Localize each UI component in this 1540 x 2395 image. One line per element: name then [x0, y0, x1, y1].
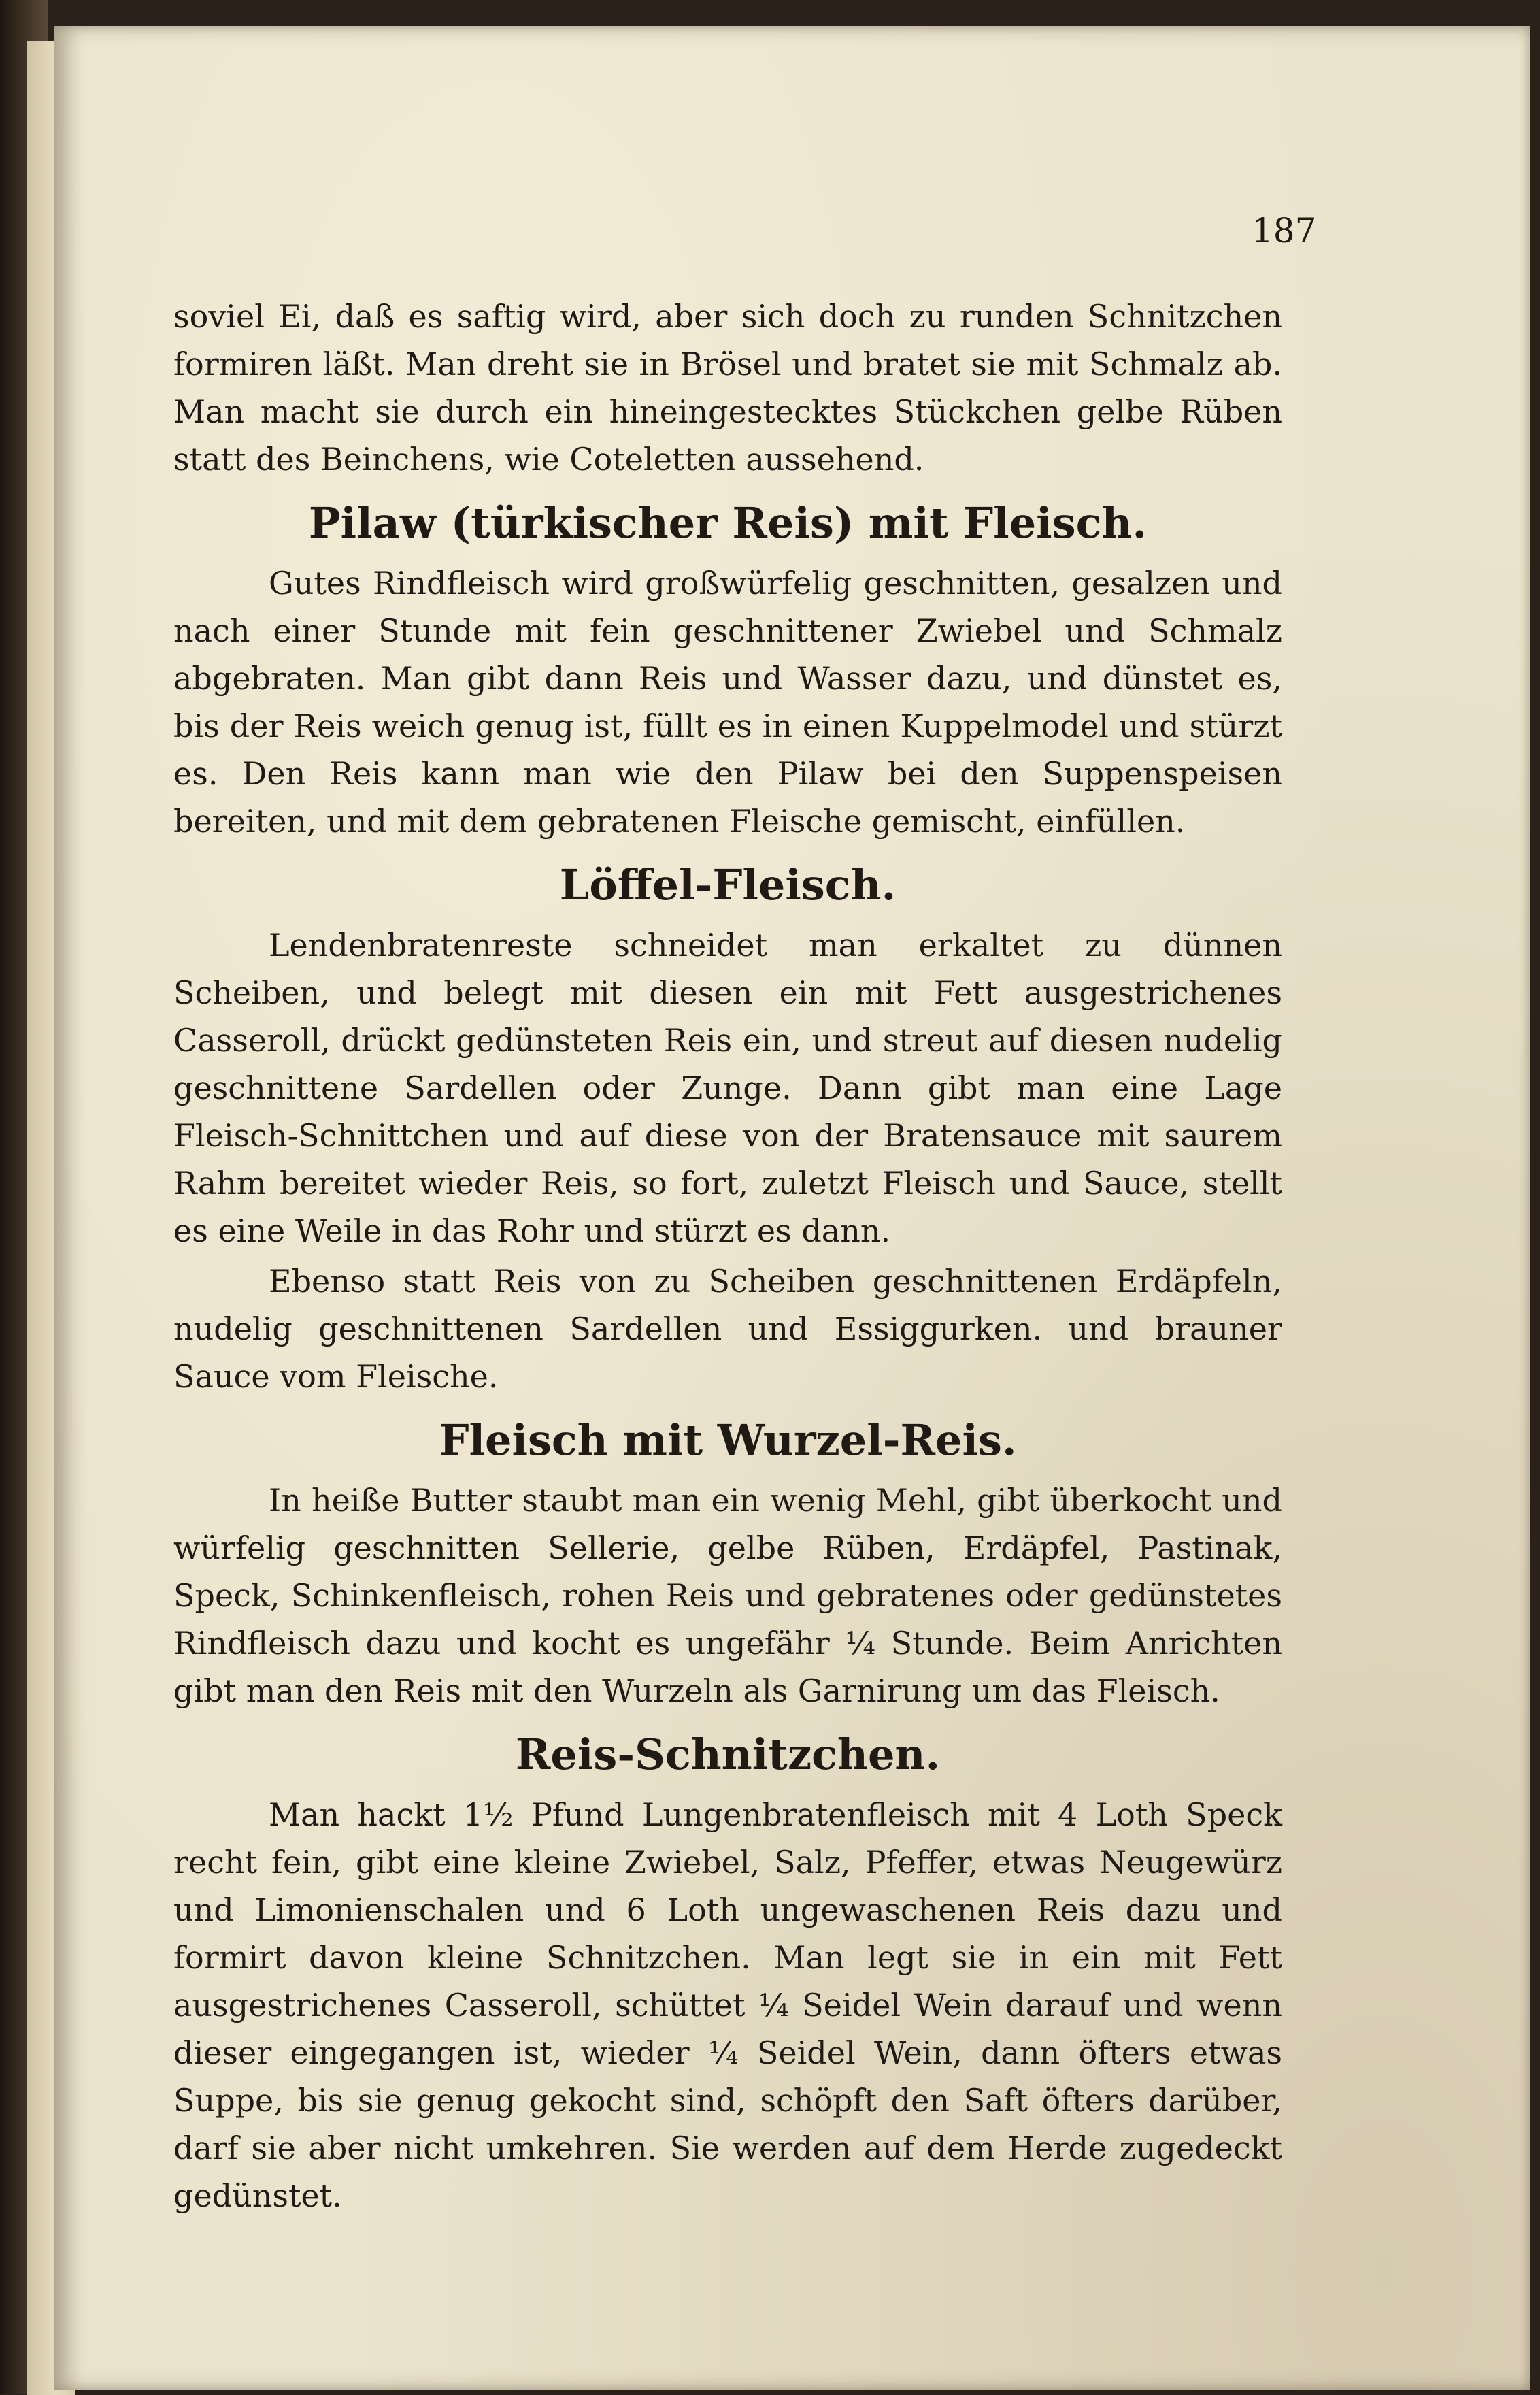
page-number: 187 [1252, 211, 1317, 250]
heading-pilaw: Pilaw (türkischer Reis) mit Fleisch. [308, 498, 1148, 548]
paragraph-pilaw: Gutes Rindfleisch wird großwürfelig geschnitten, gesalzen und nach einer Stunde mit fein geschnittener Zwiebel und Schmalz abgebraten. Man gibt dann Reis und Wasser dazu, und dünstet es, bis der Reis weich genug ist, füllt es in einen Kuppelmodel und stürzt es. Den Reis kann man wie den Pilaw bei den Suppenspeisen bereiten, und mit dem gebratenen Fleische gemischt, einfüllen. [173, 565, 1282, 840]
page-content [173, 293, 1282, 2219]
paragraph-loeffel-fleisch: Lendenbratenreste schneidet man erkaltet zu dünnen Scheiben, und belegt mit diesen ein mit Fett ausgestrichenes Casseroll, drückt gedünsteten Reis ein, und streut auf diesen nudelig geschnittene Sardellen oder Zunge. Dann gibt man eine Lage Fleisch-Schnittchen und auf diese von der Bratensauce mit saurem Rahm bereitet wieder Reis, so fort, zuletzt Fleisch und Sauce, stellt es eine Weile in das Rohr und stürzt es dann. [173, 927, 1282, 1249]
paragraph-ebenso: Ebenso statt Reis von zu Scheiben geschnittenen Erdäpfeln, nudelig geschnittenen Sardellen und Essiggurken. und brauner Sauce vom Fleische. [173, 1263, 1282, 1395]
heading-reis-schnitzchen: Reis-Schnitzchen. [515, 1730, 941, 1779]
heading-loeffel-fleisch: Löffel-Fleisch. [559, 860, 897, 910]
heading-wurzel-reis: Fleisch mit Wurzel-Reis. [439, 1415, 1017, 1465]
paragraph-cutlet-continuation: soviel Ei, daß es saftig wird, aber sich doch zu runden Schnitzchen formiren läßt. Man dreht sie in Brösel und bratet sie mit Schmalz ab. Man macht sie durch ein hineingestecktes Stückchen gelbe Rüben statt des Beinchens, wie Coteletten aussehend. [173, 298, 1282, 478]
paragraph-reis-schnitzchen: Man hackt 1½ Pfund Lungenbratenfleisch mit 4 Loth Speck recht fein, gibt eine kleine Zwiebel, Salz, Pfeffer, etwas Neugewürz und Limonienschalen und 6 Loth ungewaschenen Reis dazu und formirt davon kleine Schnitzchen. Man legt sie in ein mit Fett ausgestrichenes Casseroll, schüttet ¼ Seidel Wein darauf und wenn dieser eingegangen ist, wieder ¼ Seidel Wein, dann öfters etwas Suppe, bis sie genug gekocht sind, schöpft den Saft öfters darüber, darf sie aber nicht umkehren. Sie werden auf dem Herde zugedeckt gedünstet. [173, 1796, 1282, 2214]
paragraph-wurzel-reis: In heiße Butter staubt man ein wenig Mehl, gibt überkocht und würfelig geschnitten Sellerie, gelbe Rüben, Erdäpfel, Pastinak, Speck, Schinkenfleisch, rohen Reis und gebratenes oder gedünstetes Rindfleisch dazu und kocht es ungefähr ¼ Stunde. Beim Anrichten gibt man den Reis mit den Wurzeln als Garnirung um das Fleisch. [173, 1482, 1282, 1709]
